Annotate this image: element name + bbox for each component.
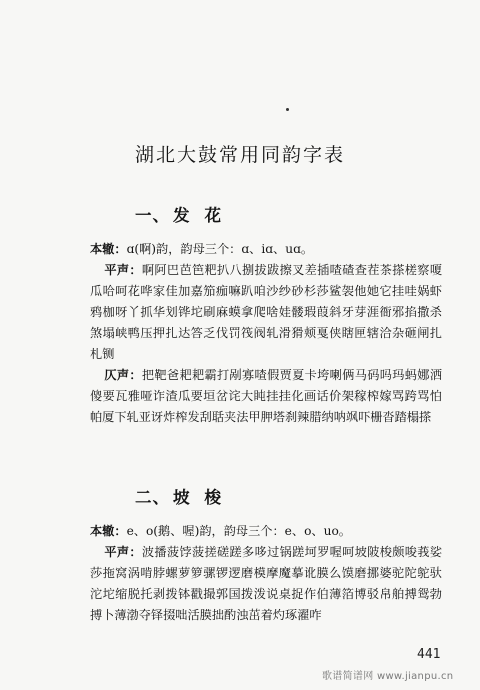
line-text: 把靶爸耙耙霸打剐寡喳假贾夏卡垮喇俩马码吗玛蚂娜洒傻要瓦雅哑诈渣瓜要垣岔诧大盹挂挂化画话价架稼榨嫁骂跨骂怕帕厦下轧亚讶炸榨发刮聒夹法甲胛塔刹辣腊纳呐飒吓栅沓踏榻搽 — [90, 368, 443, 424]
page-number: 441 — [417, 647, 441, 662]
section-body-1 — [90, 239, 442, 428]
line-text: 波播菠饽菠搓磋蹉多哆过锅蹉坷罗喔呵坡陂梭颇唆莪娑莎拖窝涡啃脖螺萝箩骡锣逻磨模摩魔摹讹膜么馍磨挪婆驼陀鸵驮沱坨缩脱托剥拨钵戳撮郭国拨泼说桌捉作伯薄箔博驳帛舶搏鸳勃搏卜薄渤夺铎掇咄活膜拙酌浊茁着灼琢濯咋 — [90, 545, 443, 622]
line-label: 平声： — [104, 263, 142, 277]
section-number: 二、 — [135, 488, 170, 507]
line-label: 仄声： — [104, 368, 142, 382]
section-title: 发花 — [173, 206, 236, 225]
line-label: 本辙： — [90, 524, 127, 538]
rhyme-line — [90, 521, 442, 542]
line-text: 啊阿巴芭笆粑扒八捌拔跋擦叉差插喳碴查茬茶搽槎察嗄瓜哈呵花哗家佳加嘉笳痂嘛趴咱沙纱砂杉莎鲨袈他她它挂哇娲虾鸦枷呀丫抓华划铧坨刷麻蟆拿爬啥娃髅瑕葭斜牙芽涯衙邪掐撒杀煞塌峡鸭压押扎达答乏伐罚筏阀轧滑猾颊戛侠瞎匣辖洽杂砸闸扎札铡 — [90, 263, 443, 361]
section-body-2 — [90, 521, 442, 626]
line-label: 本辙： — [90, 242, 127, 256]
line-label: 平声： — [104, 545, 142, 559]
level-tone-line — [90, 260, 442, 365]
oblique-tone-line — [90, 365, 442, 428]
rhyme-line — [90, 239, 442, 260]
section-heading-1 — [135, 202, 236, 226]
section-number: 一、 — [135, 206, 170, 225]
speck — [286, 108, 289, 111]
section-heading-2 — [135, 484, 236, 508]
line-text: ɑ(啊)韵，韵母三个：ɑ、iɑ、uɑ。 — [126, 242, 314, 256]
watermark: 歌谱简谱网 www.jianpu.cn — [322, 671, 454, 682]
line-text: e、o(鹅、喔)韵，韵母三个：e、o、uo。 — [126, 524, 351, 538]
section-title: 坡梭 — [173, 488, 236, 507]
page-title: 湖北大鼓常用同韵字表 — [134, 144, 345, 166]
level-tone-line — [90, 542, 442, 626]
